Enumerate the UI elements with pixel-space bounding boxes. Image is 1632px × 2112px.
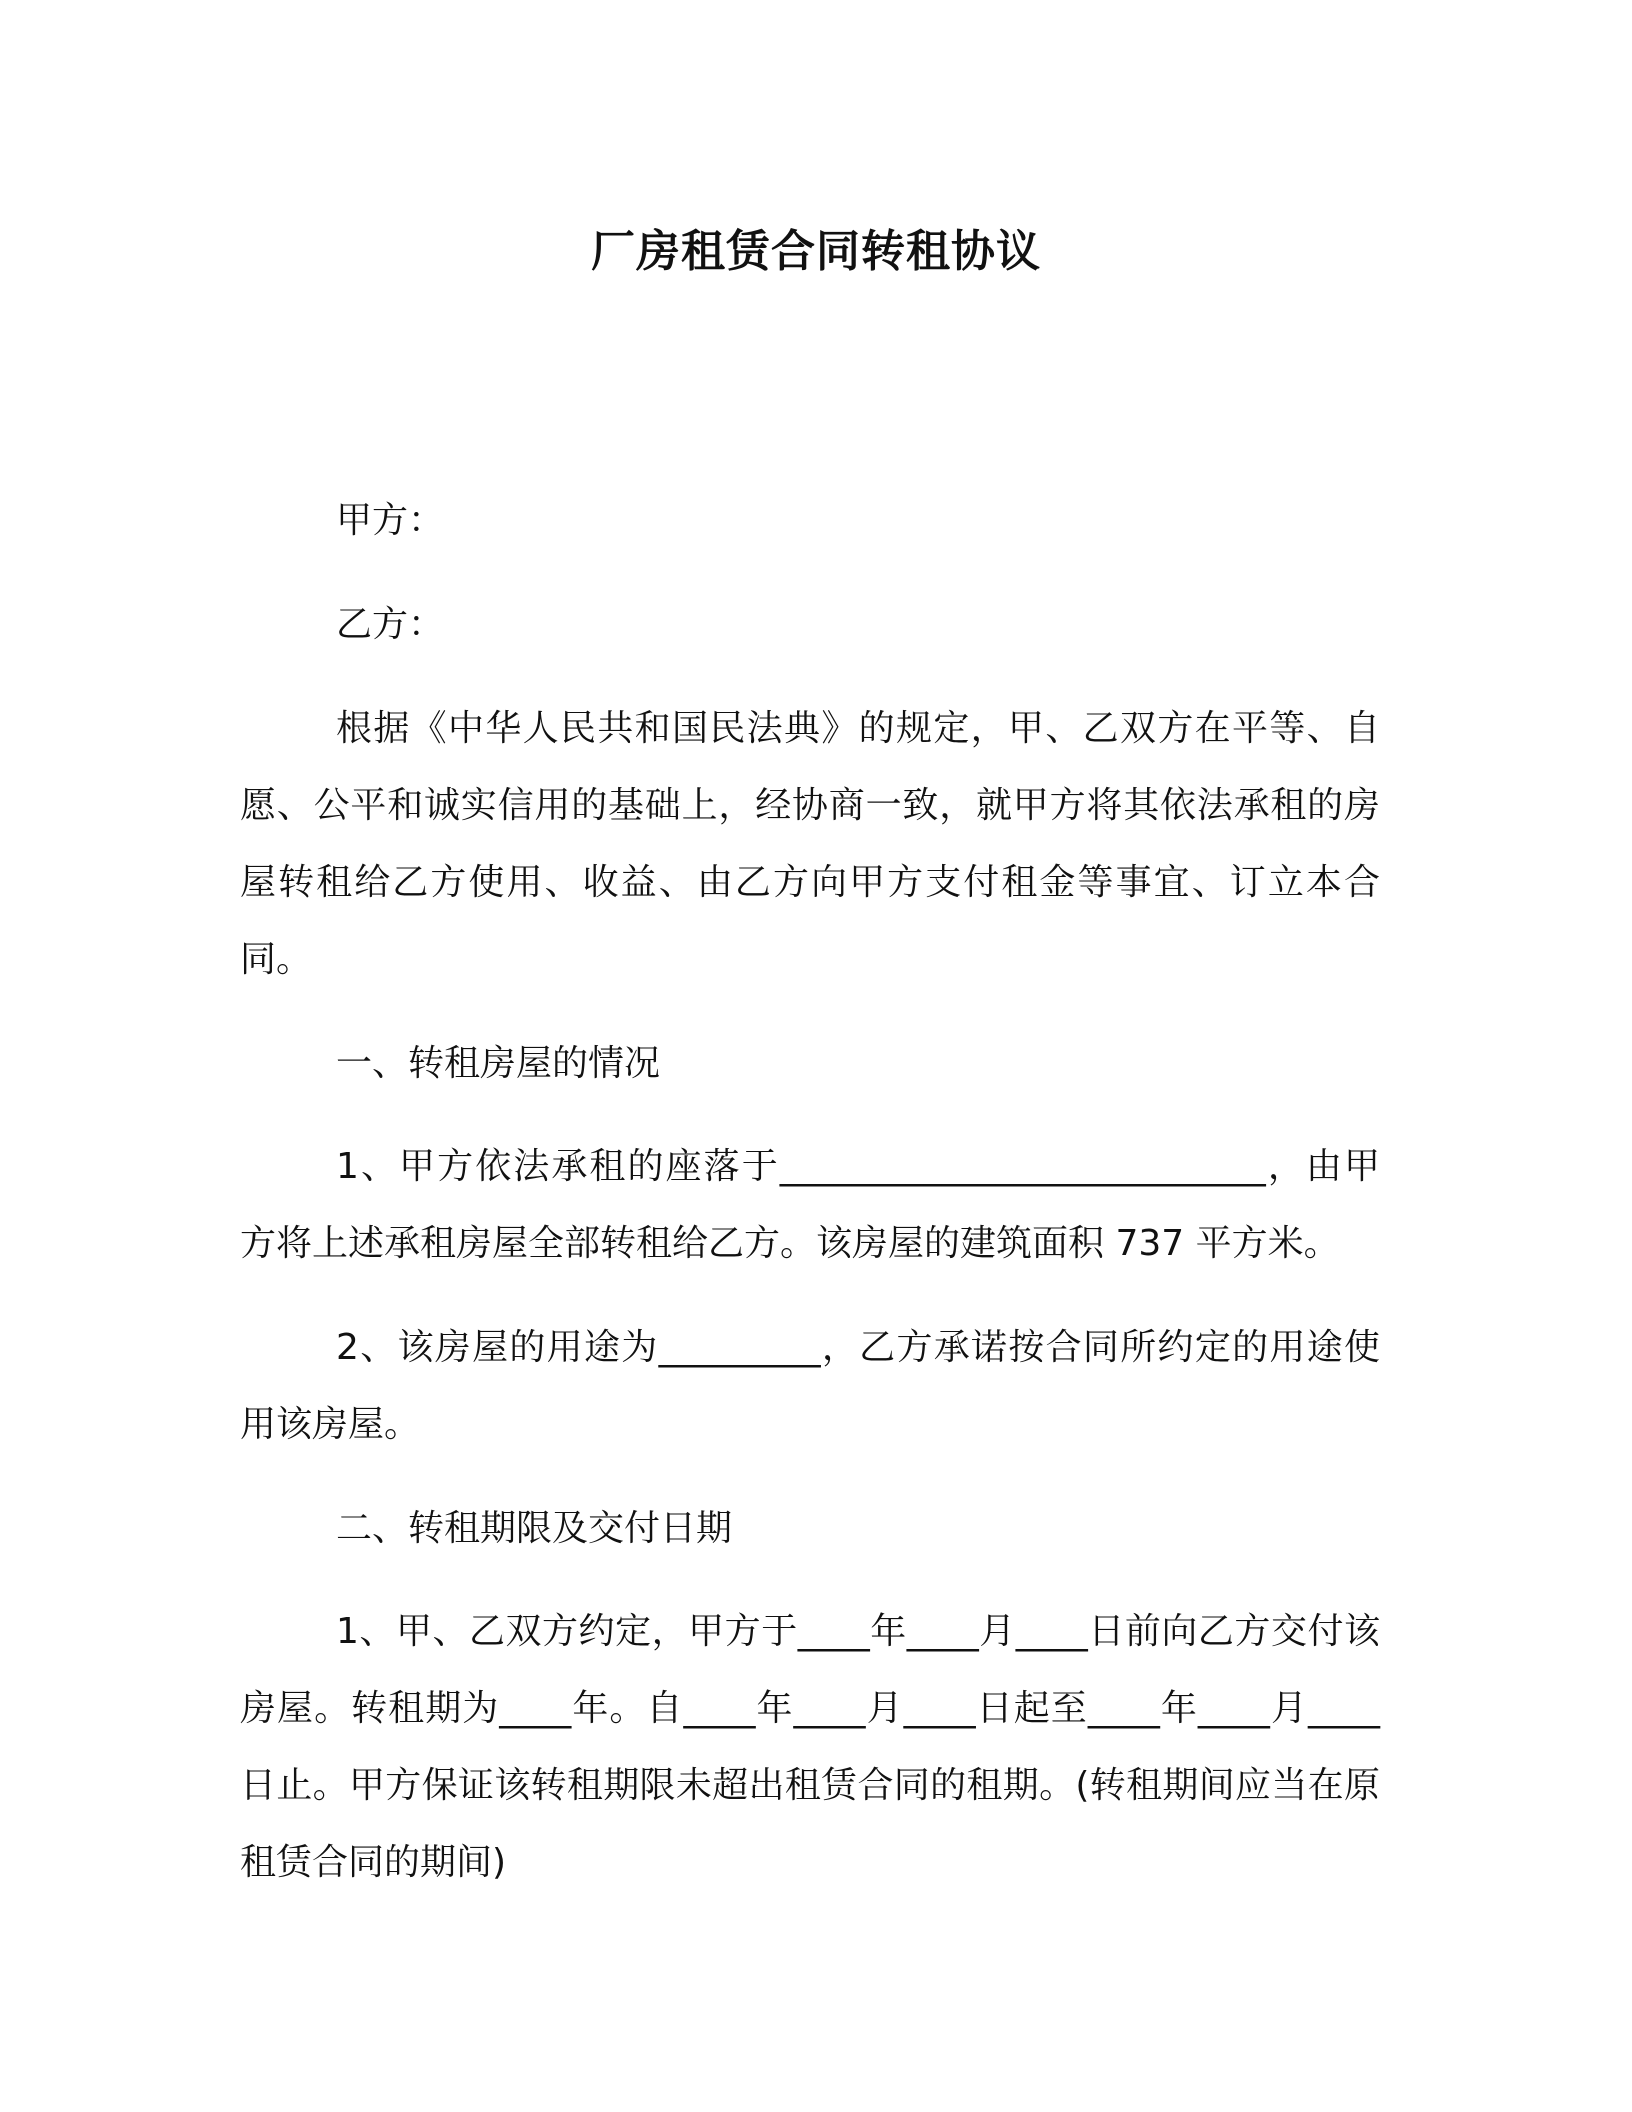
section-heading-1: 一、转租房屋的情况 <box>336 1043 661 1084</box>
party-a-line: 甲方： <box>336 500 445 541</box>
document-title: 厂房租赁合同转租协议 <box>591 226 1041 277</box>
party-b-line: 乙方： <box>336 604 445 645</box>
section-1-clause-1: 1、甲方依法承租的座落于___________________________，由甲方将上述承租房屋全部转租给乙方。该房屋的建筑面积 737 平方米。 <box>240 1146 1380 1264</box>
section-2-clause-1: 1、甲、乙双方约定，甲方于____年____月____日前向乙方交付该房屋。转租期为____年。自____年____月____日起至____年____月____日止。甲方保证该转租期限未超出租赁合同的租期。(转租期间应当在原租赁合同的期间) <box>240 1611 1380 1883</box>
intro-paragraph: 根据《中华人民共和国民法典》的规定，甲、乙双方在平等、自愿、公平和诚实信用的基础上，经协商一致，就甲方将其依法承租的房屋转租给乙方使用、收益、由乙方向甲方支付租金等事宜、订立本合同。 <box>240 708 1380 980</box>
section-1-clause-2: 2、该房屋的用途为_________，乙方承诺按合同所约定的用途使用该房屋。 <box>240 1327 1380 1445</box>
section-heading-2: 二、转租期限及交付日期 <box>336 1508 733 1549</box>
